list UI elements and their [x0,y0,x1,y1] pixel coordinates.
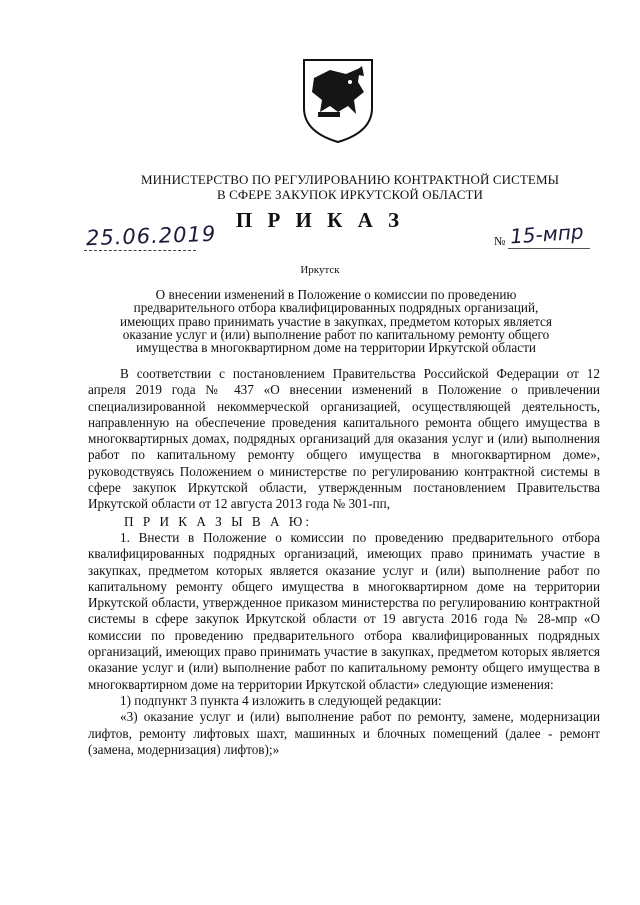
order-word: П Р И К А З Ы В А Ю: [124,513,313,529]
date-underline [84,250,196,251]
preamble-paragraph: В соответствии с постановлением Правительства Российской Федерации от 12 апреля 2019 года № 437 «О внесении изменений в Положение о привлечении специализированной некоммерческой организацией, осуществляющей деятельность, направленную на обеспечение проведения капитального ремонта общего имущества в многоквартирных домах, подрядных организаций для оказания услуг и (или) выполнения работ по капитальному ремонту общего имущества в многоквартирном доме», руководствуясь Положением о министерстве по регулированию контрактной системы в сфере закупок Иркутской области, утвержденным постановлением Правительства Иркутской области от 12 августа 2013 года № 301-пп, [88,366,600,512]
subject-line: предварительного отбора квалифицированных подрядных организаций, [133,300,539,316]
subject-line: оказание услуг и (или) выполнение работ по капитальному ремонту общего [122,326,550,342]
irkutsk-coat-of-arms-icon [300,56,376,144]
number-label: № [494,234,506,248]
subject-line: О внесении изменений в Положение о комиссии по проведению [155,287,517,302]
document-subject [96,288,576,354]
item-1-paragraph: 1. Внести в Положение о комиссии по проведению предварительного отбора квалифицированных подрядных организаций, имеющих право принимать участие в закупках, предметом которых является оказание услуг и (или) выполнение работ по капитальному ремонту общего имущества в многоквартирном доме на территории Иркутской области, утвержденное приказом министерства по регулированию контрактной системы в сфере закупок Иркутской области от 19 августа 2016 года № 28-мпр «О комиссии по проведению предварительного отбора квалифицированных подрядных организаций, имеющих право принимать участие в закупках, предметом которых является оказание услуг и (или) выполнение работ по капитальному ремонту общего имущества в многоквартирном доме на территории Иркутской области» следующие изменения: [88,529,600,692]
ministry-line-1: МИНИСТЕРСТВО ПО РЕГУЛИРОВАНИЮ КОНТРАКТНОЙ СИСТЕМЫ [140,172,560,187]
ministry-line-2: В СФЕРЕ ЗАКУПОК ИРКУТСКОЙ ОБЛАСТИ [216,187,484,202]
handwritten-date: 25.06.2019 [85,221,217,251]
subject-line: имеющих право принимать участие в закупках, предметом которых является [120,313,552,329]
document-title: П Р И К А З [235,208,405,232]
quoted-amendment-paragraph: «3) оказание услуг и (или) выполнение работ по ремонту, замене, модернизации лифтов, ремонту лифтовых шахт, машинных и блочных помещений (далее - ремонт (замена, модернизация) лифтов);» [88,709,600,757]
handwritten-number: 15-мпр [509,219,585,249]
subject-line: имущества в многоквартирном доме на территории Иркутской области [136,340,536,356]
city: Иркутск [300,264,340,276]
document-body [88,366,600,758]
subitem-1-paragraph: 1) подпункт 3 пункта 4 изложить в следующей редакции: [120,692,442,708]
number-underline [508,248,590,249]
ministry-name [140,172,560,202]
